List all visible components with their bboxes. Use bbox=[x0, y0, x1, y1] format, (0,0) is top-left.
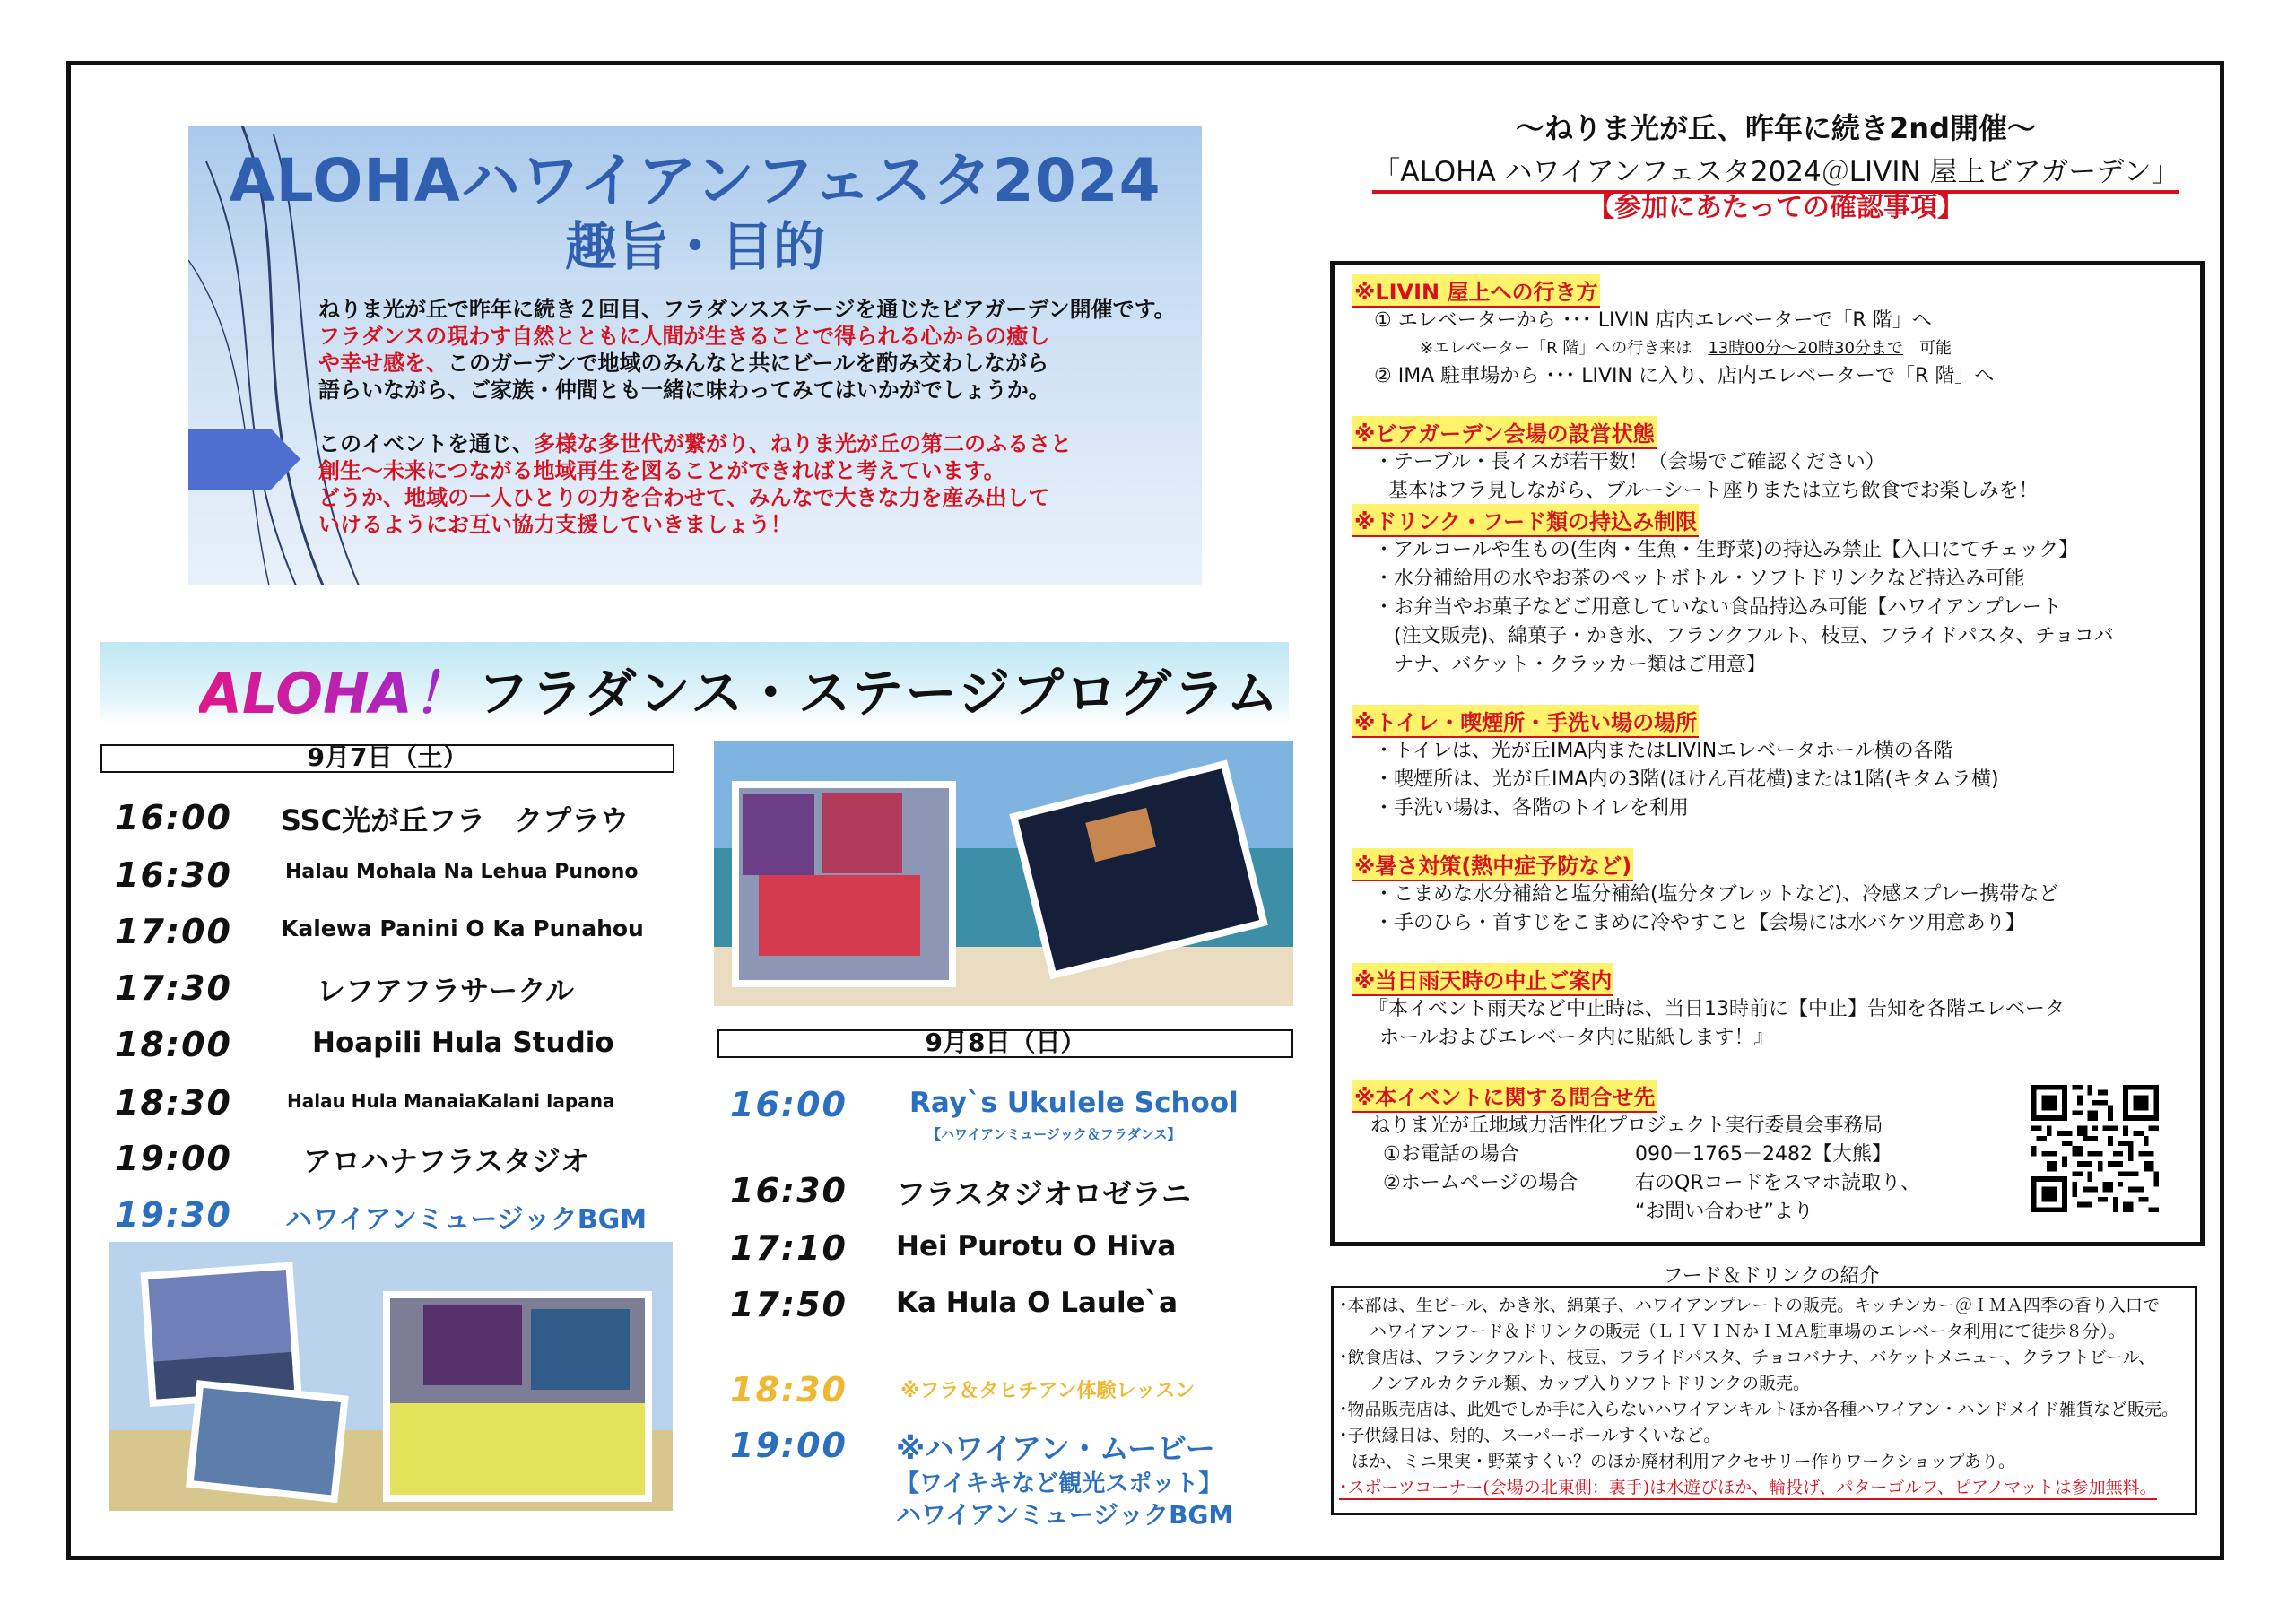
food-line: ･飲食店は、フランクフルト、枝豆、フライドパスタ、チョコバナナ、バケットメニュー、クラフトビール、 bbox=[1339, 1348, 2156, 1367]
food-line: ･物品販売店は、此処でしか手に入らないハワイアンキルトほか各種ハワイアン・ハンドメイド雑貨など販売。 bbox=[1339, 1400, 2179, 1419]
photo-collage-day2 bbox=[714, 741, 1293, 1006]
section-heading: ※暑さ対策(熱中症予防など) bbox=[1352, 848, 1633, 881]
program-title bbox=[100, 642, 1289, 724]
note-line: ① エレベーターから ･･･ LIVIN 店内エレベーターで「R 階」へ bbox=[1374, 309, 1932, 332]
section-heading: ※ドリンク・フード類の持込み制限 bbox=[1352, 504, 1699, 537]
note-line: ・テーブル・長イスが若干数！（会場でご確認ください） bbox=[1374, 451, 1885, 473]
note-line: ナナ、バケット・クラッカー類はご用意】 bbox=[1394, 654, 1766, 676]
notice-heading-2: 「ALOHA ハワイアンフェスタ2024＠LIVIN 屋上ビアガーデン」 bbox=[1327, 149, 2224, 189]
note-line: ・アルコールや生もの(生肉・生魚・生野菜)の持込み禁止【入口にてチェック】 bbox=[1374, 539, 2079, 561]
phone-number: 090－1765－2482【大熊】 bbox=[1635, 1143, 1892, 1166]
photo-collage-day1 bbox=[109, 1242, 673, 1511]
program-title-aloha: ALOHA！ bbox=[199, 649, 468, 729]
note-line: 基本はフラ見しながら、ブルーシート座りまたは立ち飲食でお楽しみを！ bbox=[1388, 480, 2039, 502]
purpose-text: ねりま光が丘で昨年に続き２回目、フラダンスステージを通じたビアガーデン開催です。 フラダンスの現わす自然とともに人間が生きることで得られる心からの癒し や幸せ感を、このガーデンで地域のみんなと共にビールを酌み交わしながら 語らいながら、ご家族・仲間とも一緒に味わってみてはいかがでしょうか。 このイベントを通じ、多様な多世代が繋がり、ねりま光が丘の第二のふるさと 創生～未来につながる地域再生を図ることができればと考えています。 どうか、地域の一人ひとりの力を合わせて、みんなで大きな力を産み出して いけるようにお互い協力支援していきましょう！ bbox=[318, 297, 1176, 537]
purpose-box bbox=[188, 126, 1202, 585]
food-line: ･子供縁日は、射的、スーパーボールすくいなど。 bbox=[1339, 1426, 1721, 1445]
food-section-title: フード＆ドリンクの紹介 bbox=[1663, 1265, 1880, 1288]
note-line: ②ホームページの場合 bbox=[1383, 1172, 1578, 1194]
section-heading: ※ビアガーデン会場の設営状態 bbox=[1352, 416, 1657, 449]
note-line: ② IMA 駐車場から ･･･ LIVIN に入り、店内エレベーターで「R 階」へ bbox=[1374, 365, 1995, 387]
note-line: 右のQRコードをスマホ読取り、 bbox=[1635, 1172, 1921, 1194]
day1-header: 9月7日（土） bbox=[100, 744, 674, 773]
food-line: ハワイアンフード＆ドリンクの販売（ＬＩＶＩＮかＩＭＡ駐車場のエレベータ利用にて徒歩８分）。 bbox=[1370, 1322, 2126, 1341]
note-line: ・喫煙所は、光が丘IMA内の3階(ほけん百花横)または1階(キタムラ横) bbox=[1374, 768, 1999, 791]
food-line: ほか、ミニ果実・野菜すくい？のほか廃材利用アクセサリー作りワークショップあり。 bbox=[1352, 1452, 2016, 1471]
note-line: ホールおよびエレベータ内に貼紙します！』 bbox=[1379, 1027, 1774, 1049]
note-line: ・手のひら・首すじをこまめに冷やすこと【会場には水バケツ用意あり】 bbox=[1374, 912, 2025, 934]
note-line: “お問い合わせ”より bbox=[1635, 1201, 1813, 1223]
section-heading: ※トイレ・喫煙所・手洗い場の場所 bbox=[1352, 705, 1699, 738]
notice-heading-1: ～ねりま光が丘、昨年に続き2nd開催～ bbox=[1516, 111, 2036, 145]
note-line: (注文販売)、綿菓子・かき氷、フランクフルト、枝豆、フライドパスタ、チョコバ bbox=[1394, 625, 2114, 647]
note-line: 『本イベント雨天など中止時は、当日13時前に【中止】告知を各階エレベータ bbox=[1369, 998, 2065, 1020]
arrow-icon bbox=[188, 429, 300, 490]
note-line: ・こまめな水分補給と塩分補給(塩分タブレットなど)、冷感スプレー携帯など bbox=[1374, 883, 2059, 906]
note-line: ・お弁当やお菓子などご用意していない食品持込み可能【ハワイアンプレート bbox=[1374, 596, 2062, 619]
food-line: ･スポーツコーナー(会場の北東側：裏手)は水遊びほか、輪投げ、パターゴルフ、ピアノマットは参加無料。 bbox=[1339, 1474, 2157, 1500]
program-title-text: フラダンス・ステージプログラム bbox=[477, 663, 1281, 724]
notes-box bbox=[1330, 261, 2205, 1246]
purpose-title: ALOHAハワイアンフェスタ2024 bbox=[229, 146, 1161, 215]
note-line: ねりま光が丘地域力活性化プロジェクト実行委員会事務局 bbox=[1370, 1115, 1883, 1137]
notice-heading-3: 【参加にあたっての確認事項】 bbox=[1587, 192, 1964, 223]
food-line: ･本部は、生ビール、かき氷、綿菓子、ハワイアンプレートの販売。キッチンカー＠ＩＭＡ四季の香り入口で bbox=[1339, 1296, 2160, 1315]
purpose-subtitle: 趣旨・目的 bbox=[564, 216, 825, 277]
note-line: ※エレベーター「R 階」への行き来は 13時00分～20時30分まで 可能 bbox=[1420, 339, 1952, 358]
note-line: ・水分補給用の水やお茶のペットボトル・ソフトドリンクなど持込み可能 bbox=[1374, 568, 2025, 590]
qr-code-icon[interactable] bbox=[2025, 1085, 2165, 1212]
note-line: ・手洗い場は、各階のトイレを利用 bbox=[1374, 797, 1689, 820]
section-heading: ※LIVIN 屋上への行き方 bbox=[1352, 274, 1600, 308]
section-heading: ※当日雨天時の中止ご案内 bbox=[1352, 963, 1613, 996]
note-line: ・トイレは、光が丘IMA内またはLIVINエレベータホール横の各階 bbox=[1374, 740, 1953, 762]
food-box bbox=[1331, 1286, 2197, 1515]
day2-header: 9月8日（日） bbox=[718, 1029, 1293, 1058]
note-line: ①お電話の場合 bbox=[1383, 1143, 1519, 1166]
food-line: ノンアルカクテル類、カップ入りソフトドリンクの販売。 bbox=[1370, 1374, 1810, 1393]
section-heading: ※本イベントに関する問合せ先 bbox=[1352, 1080, 1657, 1113]
